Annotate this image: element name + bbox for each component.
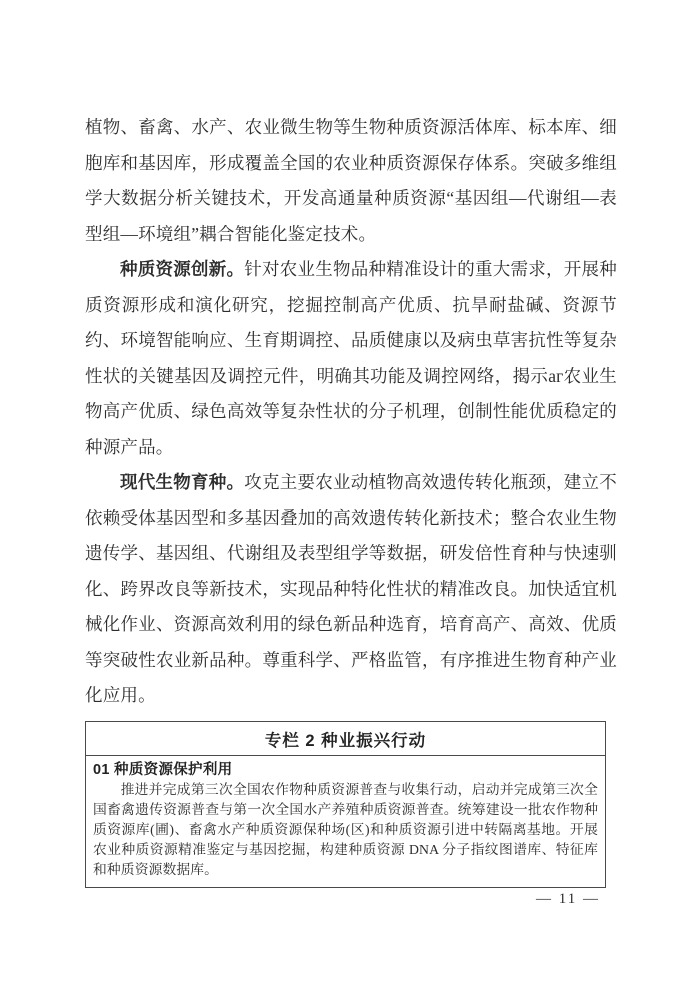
box-section-heading: 01 种质资源保护利用	[93, 761, 233, 778]
column-box-body	[86, 756, 605, 887]
paragraph-text: 针对农业生物品种精准设计的重大需求，开展种质资源形成和演化研究，挖掘控制高产优质、抗旱耐盐碱、资源节约、环境智能响应、生育期调控、品质健康以及病虫草害抗性等复杂性状的关键基因及调控元件，明确其功能及调控网络，揭示аг农业生物高产优质、绿色高效等复杂性状的分子机理，创制性能优质稳定的种源产品。	[85, 259, 617, 457]
paragraph-lead: 现代生物育种。	[120, 472, 245, 492]
body-paragraph-continuation: 植物、畜禽、水产、农业微生物等生物种质资源活体库、标本库、细胞库和基因库，形成覆盖全国的农业种质资源保存体系。突破多维组学大数据分析关键技术，开发高通量种质资源“基因组—代谢组—表型组—环境组”耦合智能化鉴定技术。	[85, 117, 617, 244]
body-paragraph-modern-breeding	[85, 465, 617, 714]
box-section-body: 推进并完成第三次全国农作物种质资源普查与收集行动，启动并完成第三次全国畜禽遗传资源普查与第一次全国水产养殖种质资源普查。统筹建设一批农作物种质资源库(圃)、畜禽水产种质资源保种场(区)和种质资源引进中转隔离基地。开展农业种质资源精准鉴定与基因挖掘，构建种质资源 DNA 分子指纹图谱库、特征库和种质资源数据库。	[93, 781, 598, 877]
column-box-title: 专栏 2 种业振兴行动	[86, 722, 605, 756]
paragraph-text: 攻克主要农业动植物高效遗传转化瓶颈，建立不依赖受体基因型和多基因叠加的高效遗传转化新技术；整合农业生物遗传学、基因组、代谢组及表型组学等数据，研发倍性育种与快速驯化、跨界改良等新技术，实现品种特化性状的精准改良。加快适宜机械化作业、资源高效利用的绿色新品种选育，培育高产、高效、优质等突破性农业新品种。尊重科学、严格监管，有序推进生物育种产业化应用。	[85, 472, 617, 705]
body-paragraph-germplasm-innovation	[85, 252, 617, 465]
page-number: — 11 —	[536, 891, 600, 907]
page-content	[85, 110, 617, 888]
column-box	[85, 721, 606, 888]
paragraph-lead: 种质资源创新。	[120, 259, 245, 279]
